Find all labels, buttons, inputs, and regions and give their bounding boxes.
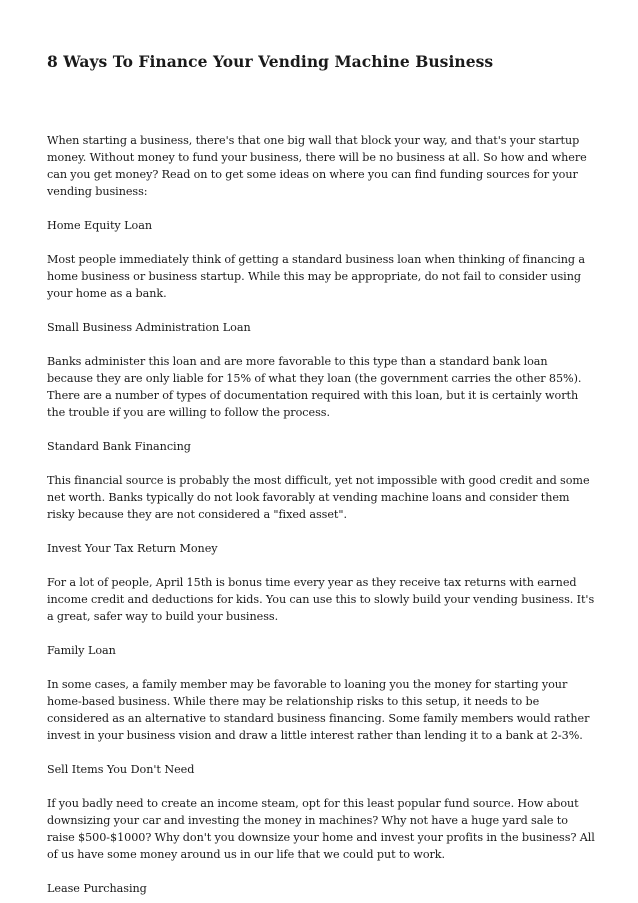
page-title: 8 Ways To Finance Your Vending Machine Business (47, 52, 494, 71)
section-body-sba-loan: Banks administer this loan and are more favorable to this type than a standard bank loan because they are only liable for 15% of what they loan (the government carries the other 85%). There are a number of types of documentation required with this loan, but it is certainly worth the trouble if you are willing to follow the process. (47, 355, 582, 419)
section-heading-family-loan: Family Loan (47, 644, 116, 657)
section-body-sell-items: If you badly need to create an income steam, opt for this least popular fund source. How about downsizing your car and investing the money in machines? Why not have a huge yard sale to raise $500-$1000? Why don't you downsize your home and invest your profits in the business? All of us have some money around us in our life that we could put to work. (47, 797, 595, 861)
section-heading-tax-return: Invest Your Tax Return Money (47, 542, 218, 555)
section-heading-home-equity-loan: Home Equity Loan (47, 219, 153, 232)
section-body-home-equity-loan: Most people immediately think of getting a standard business loan when thinking of financing a home business or business startup. While this may be appropriate, do not fail to consider using your home as a bank. (47, 253, 585, 300)
intro-paragraph: When starting a business, there's that one big wall that block your way, and that's your startup money. Without money to fund your business, there will be no business at all. So how and where can you get money? Read on to get some ideas on where you can find funding sources for your vending business: (47, 134, 587, 198)
section-heading-sell-items: Sell Items You Don't Need (47, 763, 195, 776)
section-heading-standard-bank-financing: Standard Bank Financing (47, 440, 191, 453)
section-heading-sba-loan: Small Business Administration Loan (47, 321, 251, 334)
section-heading-lease-purchasing: Lease Purchasing (47, 882, 147, 895)
section-body-standard-bank-financing: This financial source is probably the most difficult, yet not impossible with good credit and some net worth. Banks typically do not look favorably at vending machine loans and consider them risky because they are not considered a "fixed asset". (47, 474, 590, 521)
section-body-family-loan: In some cases, a family member may be favorable to loaning you the money for starting your home-based business. While there may be relationship risks to this setup, it needs to be considered as an alternative to standard business financing. Some family members would rather invest in your business vision and draw a little interest rather than lending it to a bank at 2-3%. (47, 678, 590, 742)
section-body-tax-return: For a lot of people, April 15th is bonus time every year as they receive tax returns with earned income credit and deductions for kids. You can use this to slowly build your vending business. It's a great, safer way to build your business. (47, 576, 595, 623)
